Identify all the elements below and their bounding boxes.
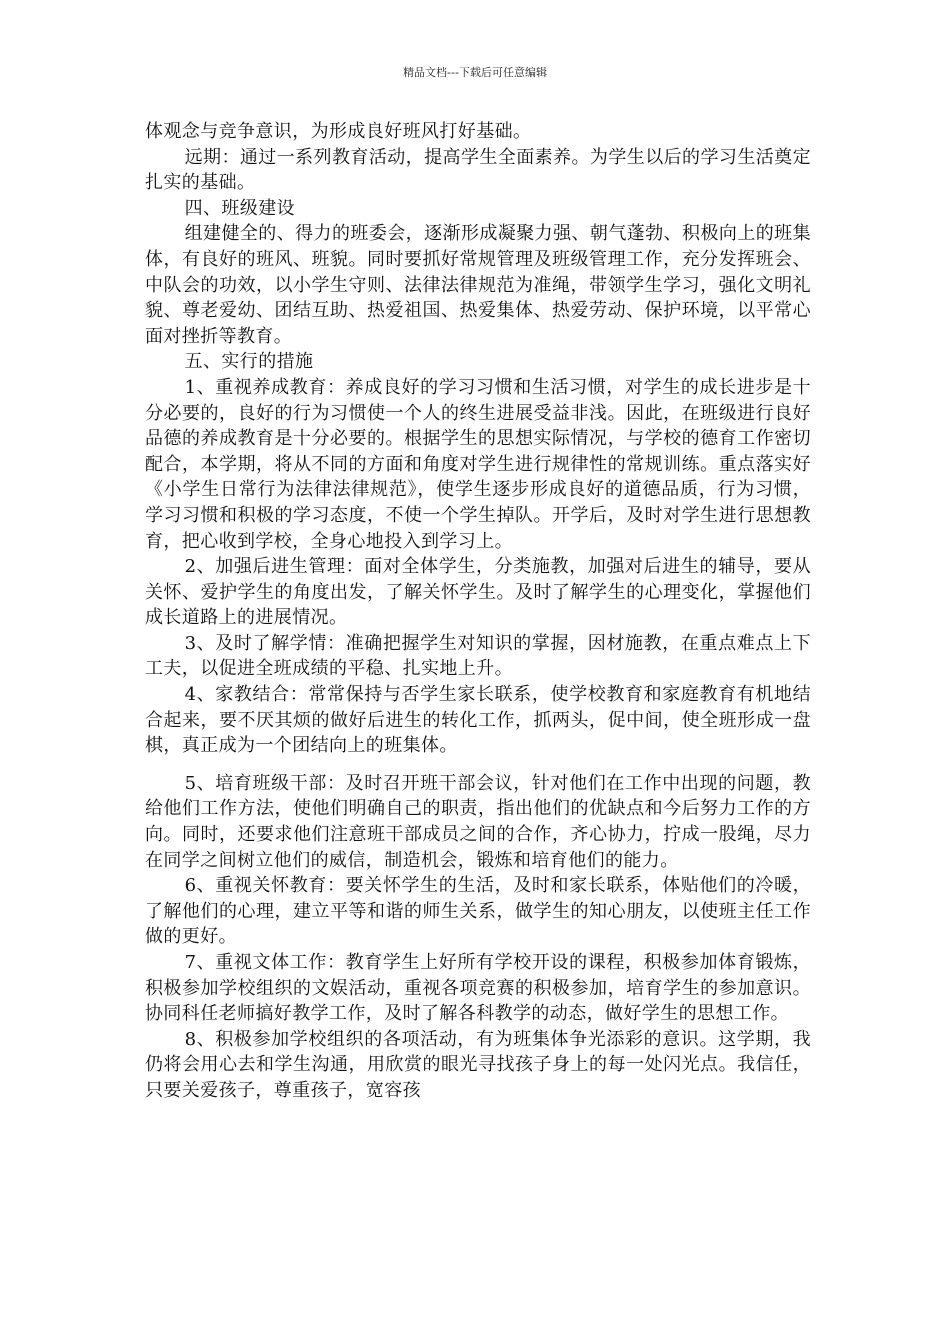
list-item: 4、家教结合：常常保持与否学生家长联系，使学校教育和家庭教育有机地结合起来，要不厌其烦的做好后进生的转化工作，抓两头，促中间，使全班形成一盘棋，真正成为一个团结向上的班集体。 bbox=[145, 684, 811, 757]
list-item: 6、重视关怀教育：要关怀学生的生活，及时和家长联系，体贴他们的冷暖，了解他们的心理，建立平等和谐的师生关系，做学生的知心朋友，以使班主任工作做的更好。 bbox=[145, 875, 811, 948]
paragraph: 远期：通过一系列教育活动，提高学生全面素养。为学生以后的学习生活奠定扎实的基础。 bbox=[145, 146, 811, 194]
list-item: 7、重视文体工作：教育学生上好所有学校开设的课程，积极参加体育锻炼，积极参加学校组织的文娱活动，重视各项竞赛的积极参加，培育学生的参加意识。协同科任老师搞好教学工作，及时了解各科教学的动态，做好学生的思想工作。 bbox=[145, 952, 811, 1025]
list-item: 5、培育班级干部：及时召开班干部会议，针对他们在工作中出现的问题，教给他们工作方法，使他们明确自己的职责，指出他们的优缺点和今后努力工作的方向。同时，还要求他们注意班干部成员之间的合作，齐心协力，拧成一股绳，尽力在同学之间树立他们的威信，制造机会，锻炼和培育他们的能力。 bbox=[145, 772, 811, 871]
document-body bbox=[145, 119, 811, 1104]
section-heading: 五、实行的措施 bbox=[184, 351, 314, 373]
list-item: 2、加强后进生管理：面对全体学生，分类施教，加强对后进生的辅导，要从关怀、爱护学生的角度出发，了解关怀学生。及时了解学生的心理变化，掌握他们成长道路上的进展情况。 bbox=[145, 556, 811, 629]
list-item: 1、重视养成教育：养成良好的学习习惯和生活习惯，对学生的成长进步是十分必要的，良好的行为习惯使一个人的终生进展受益非浅。因此，在班级进行良好品德的养成教育是十分必要的。根据学生的思想实际情况，与学校的德育工作密切配合，本学期，将从不同的方面和角度对学生进行规律性的常规训练。重点落实好《小学生日常行为法律法律规范》，使学生逐步形成良好的道德品质，行为习惯，学习习惯和积极的学习态度，不使一个学生掉队。开学后，及时对学生进行思想教育，把心收到学校，全身心地投入到学习上。 bbox=[145, 376, 811, 552]
section-heading: 四、班级建设 bbox=[184, 197, 295, 219]
paragraph: 体观念与竞争意识，为形成良好班风打好基础。 bbox=[145, 121, 532, 142]
page-header: 精品文档---下载后可任意编辑 bbox=[403, 66, 547, 79]
list-item: 8、积极参加学校组织的各项活动，有为班集体争光添彩的意识。这学期，我仍将会用心去和学生沟通，用欣赏的眼光寻找孩子身上的每一处闪光点。我信任，只要关爱孩子，尊重孩子，宽容孩 bbox=[145, 1028, 811, 1101]
paragraph: 组建健全的、得力的班委会，逐渐形成凝聚力强、朝气蓬勃、积极向上的班集体，有良好的班风、班貌。同时要抓好常规管理及班级管理工作，充分发挥班会、中队会的功效，以小学生守则、法律法律规范为准绳，带领学生学习，强化文明礼貌、尊老爱幼、团结互助、热爱祖国、热爱集体、热爱劳动、保护环境，以平常心面对挫折等教育。 bbox=[145, 223, 811, 347]
list-item: 3、及时了解学情：准确把握学生对知识的掌握，因材施教，在重点难点上下工夫，以促进全班成绩的平稳、扎实地上升。 bbox=[145, 632, 811, 680]
